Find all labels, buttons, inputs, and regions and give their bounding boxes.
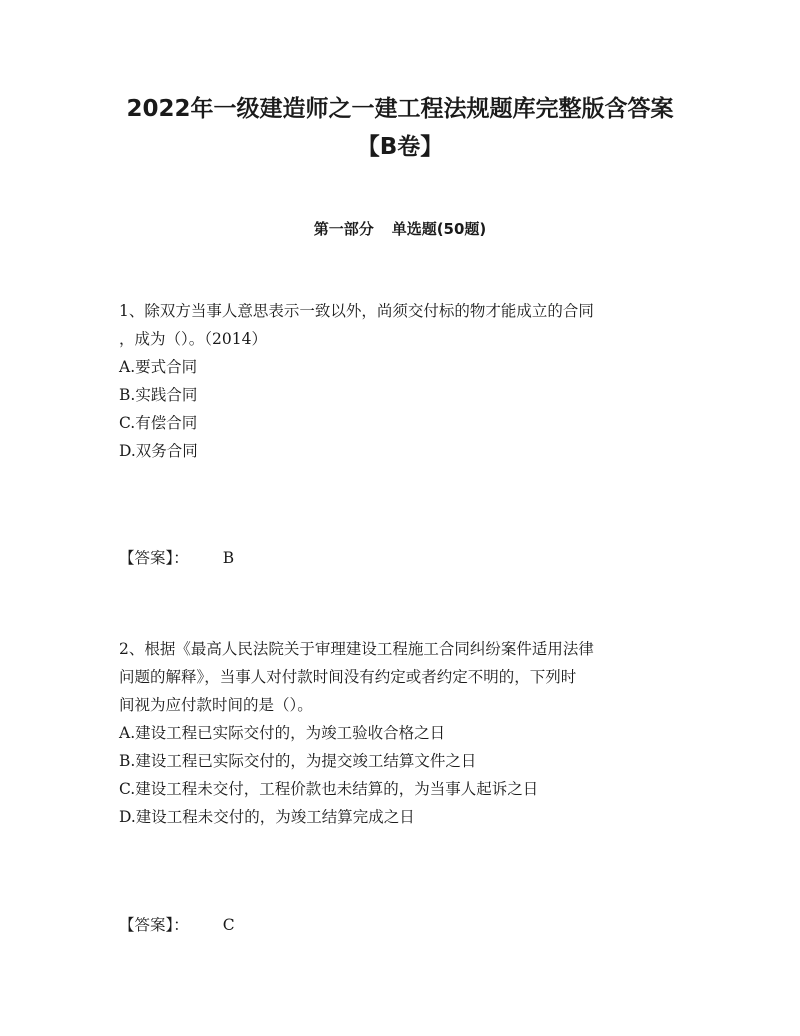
option-d: D.双务合同 (119, 442, 198, 460)
answer-2 (119, 911, 235, 939)
option-a: A.要式合同 (119, 358, 198, 376)
answer-value: C (222, 916, 235, 934)
document-title-variant: 【B卷】 (356, 134, 444, 160)
question-2 (119, 635, 689, 831)
question-stem-line: 问题的解释》，当事人对付款时间没有约定或者约定不明的，下列时 (119, 668, 577, 686)
question-stem-line: 2、根据《最高人民法院关于审理建设工程施工合同纠纷案件适用法律 (119, 640, 594, 658)
question-stem-line: 间视为应付款时间的是（）。 (119, 696, 313, 714)
option-b: B.建设工程已实际交付的，为提交竣工结算文件之日 (119, 752, 477, 770)
answer-label: 【答案】： (119, 549, 189, 567)
document-title: 2022年一级建造师之一建工程法规题库完整版含答案 (126, 96, 674, 122)
option-d: D.建设工程未交付的，为竣工结算完成之日 (119, 808, 415, 826)
option-c: C.建设工程未交付，工程价款也未结算的，为当事人起诉之日 (119, 780, 539, 798)
section-name: 单选题(50题) (391, 220, 487, 238)
option-b: B.实践合同 (119, 386, 198, 404)
question-stem-line: ，成为（）。（2014） (119, 330, 267, 348)
answer-label: 【答案】： (119, 916, 189, 934)
option-a: A.建设工程已实际交付的，为竣工验收合格之日 (119, 724, 446, 742)
answer-value: B (222, 549, 235, 567)
question-stem-line: 1、除双方当事人意思表示一致以外，尚须交付标的物才能成立的合同 (119, 302, 594, 320)
question-1 (119, 297, 689, 465)
option-c: C.有偿合同 (119, 414, 198, 432)
section-part: 第一部分 (313, 220, 374, 238)
section-heading (0, 215, 800, 243)
answer-1 (119, 544, 234, 572)
